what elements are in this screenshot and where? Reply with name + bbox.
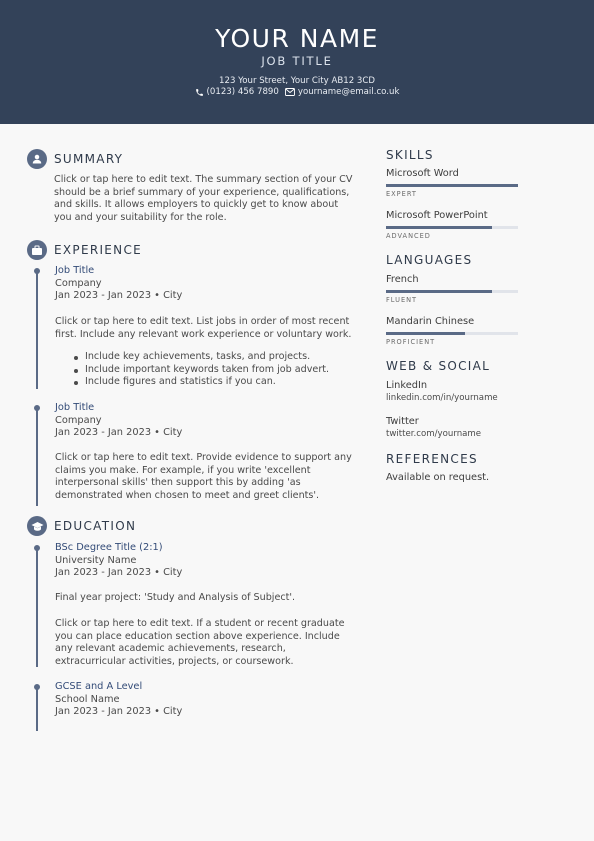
experience-heading: EXPERIENCE bbox=[54, 243, 143, 257]
web-social-heading: WEB & SOCIAL bbox=[386, 359, 491, 373]
language-level-bar bbox=[386, 332, 518, 335]
timeline-line bbox=[36, 407, 38, 506]
skill-level-bar bbox=[386, 226, 518, 229]
skill-level-bar bbox=[386, 184, 518, 187]
address[interactable]: 123 Your Street, Your City AB12 3CD bbox=[219, 76, 375, 86]
language-level-bar bbox=[386, 290, 518, 293]
candidate-name[interactable]: YOUR NAME bbox=[215, 24, 379, 53]
social-url[interactable]: twitter.com/yourname bbox=[386, 429, 482, 439]
phone-item[interactable] bbox=[195, 87, 279, 97]
summary-line: Click or tap here to edit text. The summary section of your CV bbox=[54, 174, 353, 185]
description-line: you can place education section above experience. Include bbox=[55, 630, 340, 642]
candidate-job-title[interactable]: JOB TITLE bbox=[261, 54, 333, 68]
education-dates[interactable]: Jan 2023 - Jan 2023 • City bbox=[55, 567, 183, 578]
summary-heading: SUMMARY bbox=[54, 152, 124, 166]
timeline-dot bbox=[34, 405, 40, 411]
language-name[interactable]: Mandarin Chinese bbox=[386, 316, 475, 327]
job-bullets[interactable] bbox=[71, 351, 371, 389]
description-line: first. Include any relevant work experience or voluntary work. bbox=[55, 328, 352, 340]
social-name[interactable]: Twitter bbox=[386, 416, 419, 427]
description-line: demonstrated when chosen to meet and greet clients'. bbox=[55, 489, 320, 501]
education-heading: EDUCATION bbox=[54, 519, 137, 533]
timeline-line bbox=[36, 547, 38, 667]
timeline-line bbox=[36, 270, 38, 389]
description-line: Click or tap here to edit text. Provide evidence to support any bbox=[55, 452, 352, 463]
phone-text: (0123) 456 7890 bbox=[206, 87, 279, 97]
job-dates[interactable]: Jan 2023 - Jan 2023 • City bbox=[55, 290, 183, 301]
skill-level: ADVANCED bbox=[386, 232, 431, 240]
email-text: yourname@email.co.uk bbox=[297, 87, 400, 97]
timeline-dot bbox=[34, 684, 40, 690]
bullet-item: Include key achievements, tasks, and projects. bbox=[71, 351, 371, 364]
references-heading: REFERENCES bbox=[386, 452, 478, 466]
job-description[interactable] bbox=[55, 316, 375, 341]
bullet-item: Include important keywords taken from job advert. bbox=[71, 364, 371, 377]
graduation-cap-icon bbox=[27, 516, 47, 536]
timeline-dot bbox=[34, 268, 40, 274]
job-title[interactable]: Job Title bbox=[55, 265, 95, 276]
summary-line: you and your suitability for the role. bbox=[54, 211, 227, 223]
email-icon bbox=[285, 88, 295, 96]
degree-title[interactable]: BSc Degree Title (2:1) bbox=[55, 542, 163, 553]
languages-heading: LANGUAGES bbox=[386, 253, 473, 267]
company[interactable]: Company bbox=[55, 278, 102, 289]
description-line: interpersonal skills' then support this by adding 'as bbox=[55, 477, 301, 489]
timeline-line bbox=[36, 686, 38, 731]
skill-name[interactable]: Microsoft Word bbox=[386, 168, 459, 179]
job-title[interactable]: Job Title bbox=[55, 402, 95, 413]
email-item[interactable] bbox=[285, 87, 400, 97]
description-line: extracurricular activities, projects, or coursework. bbox=[55, 655, 294, 667]
summary-text[interactable] bbox=[54, 174, 374, 224]
education-description[interactable] bbox=[55, 618, 375, 668]
degree-title[interactable]: GCSE and A Level bbox=[55, 681, 143, 692]
person-icon bbox=[27, 149, 47, 169]
job-dates[interactable]: Jan 2023 - Jan 2023 • City bbox=[55, 427, 183, 438]
skill-name[interactable]: Microsoft PowerPoint bbox=[386, 210, 488, 221]
summary-line: should be a brief summary of your experience, qualifications, bbox=[54, 186, 350, 198]
language-level: FLUENT bbox=[386, 296, 418, 304]
phone-icon bbox=[195, 88, 204, 97]
education-dates[interactable]: Jan 2023 - Jan 2023 • City bbox=[55, 706, 183, 717]
skills-heading: SKILLS bbox=[386, 148, 434, 162]
timeline-dot bbox=[34, 545, 40, 551]
briefcase-icon bbox=[27, 240, 47, 260]
contact-row bbox=[0, 87, 594, 97]
final-project[interactable]: Final year project: 'Study and Analysis of Subject'. bbox=[55, 592, 296, 603]
description-line: Click or tap here to edit text. List jobs in order of most recent bbox=[55, 316, 350, 327]
company[interactable]: Company bbox=[55, 415, 102, 426]
skill-level: EXPERT bbox=[386, 190, 417, 198]
language-name[interactable]: French bbox=[386, 274, 419, 285]
references-text[interactable]: Available on request. bbox=[386, 472, 490, 483]
description-line: claims you make. For example, if you write 'excellent bbox=[55, 464, 311, 476]
social-url[interactable]: linkedin.com/in/yourname bbox=[386, 393, 498, 403]
school-name[interactable]: University Name bbox=[55, 555, 137, 566]
job-description[interactable] bbox=[55, 452, 375, 502]
header bbox=[0, 0, 594, 124]
summary-line: and skills. It allows employers to quickly get to know about bbox=[54, 199, 339, 211]
social-name[interactable]: LinkedIn bbox=[386, 380, 428, 391]
description-line: Click or tap here to edit text. If a student or recent graduate bbox=[55, 618, 345, 629]
language-level: PROFICIENT bbox=[386, 338, 436, 346]
description-line: any relevant academic achievements, research, bbox=[55, 643, 286, 655]
school-name[interactable]: School Name bbox=[55, 694, 120, 705]
bullet-item: Include figures and statistics if you can. bbox=[71, 376, 371, 389]
